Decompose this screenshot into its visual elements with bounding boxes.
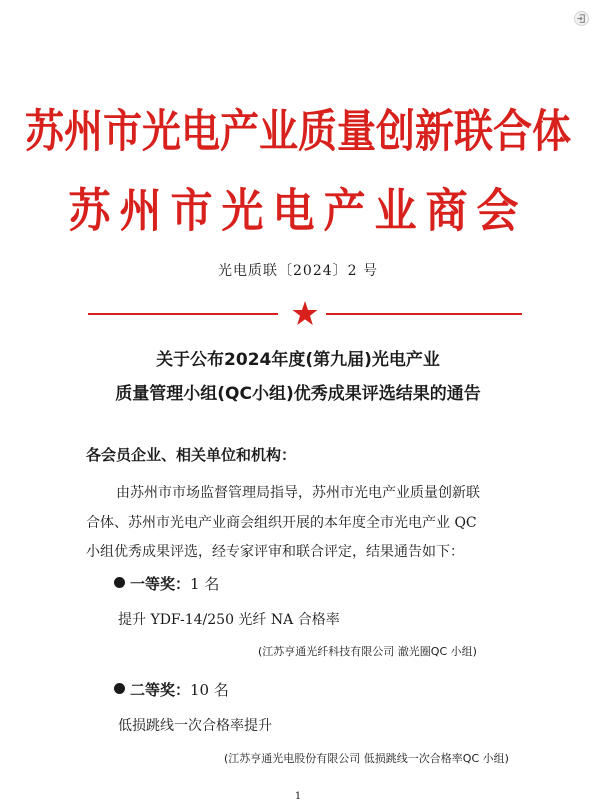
body-paragraph-line: 小组优秀成果评选，经专家评审和联合评定，结果通告如下： [86, 544, 464, 560]
org-name-line2: 苏州市光电产业商会 [68, 183, 528, 238]
body-paragraph-line: 合体、苏州市光电产业商会组织开展的本年度全市光电产业 QC [86, 515, 477, 531]
notice-title-line1: 关于公布2024年度(第九届)光电产业 [156, 350, 440, 370]
bullet-icon [114, 577, 125, 588]
star-icon [292, 300, 318, 326]
org-name-line1: 苏州市光电产业质量创新联合体 [24, 105, 571, 158]
notice-title-line2: 质量管理小组(QC小组)优秀成果评选结果的通告 [115, 384, 481, 404]
page-number: 1 [294, 791, 302, 802]
award-count: 10 名 [190, 681, 229, 699]
award-label: 一等奖： [130, 575, 191, 593]
red-divider-left [88, 313, 278, 315]
award-label: 二等奖： [130, 681, 191, 699]
body-paragraph-line: 由苏州市市场监督管理局指导，苏州市光电产业质量创新联 [116, 485, 480, 501]
exit-icon[interactable] [574, 11, 589, 26]
award-unit: (江苏亨通光纤科技有限公司 澈光圈QC 小组) [258, 645, 477, 658]
award-second-prize [114, 679, 229, 700]
salutation: 各会员企业、相关单位和机构： [86, 446, 297, 464]
award-project: 提升 YDF-14/250 光纤 NA 合格率 [118, 612, 340, 628]
award-first-prize [114, 573, 219, 594]
award-count: 1 名 [190, 575, 220, 593]
award-unit: (江苏亨通光电股份有限公司 低损跳线一次合格率QC 小组) [224, 752, 509, 765]
document-number: 光电质联〔2024〕2 号 [218, 263, 378, 279]
award-project: 低损跳线一次合格率提升 [118, 718, 272, 734]
bullet-icon [114, 683, 125, 694]
red-divider-right [326, 313, 522, 315]
